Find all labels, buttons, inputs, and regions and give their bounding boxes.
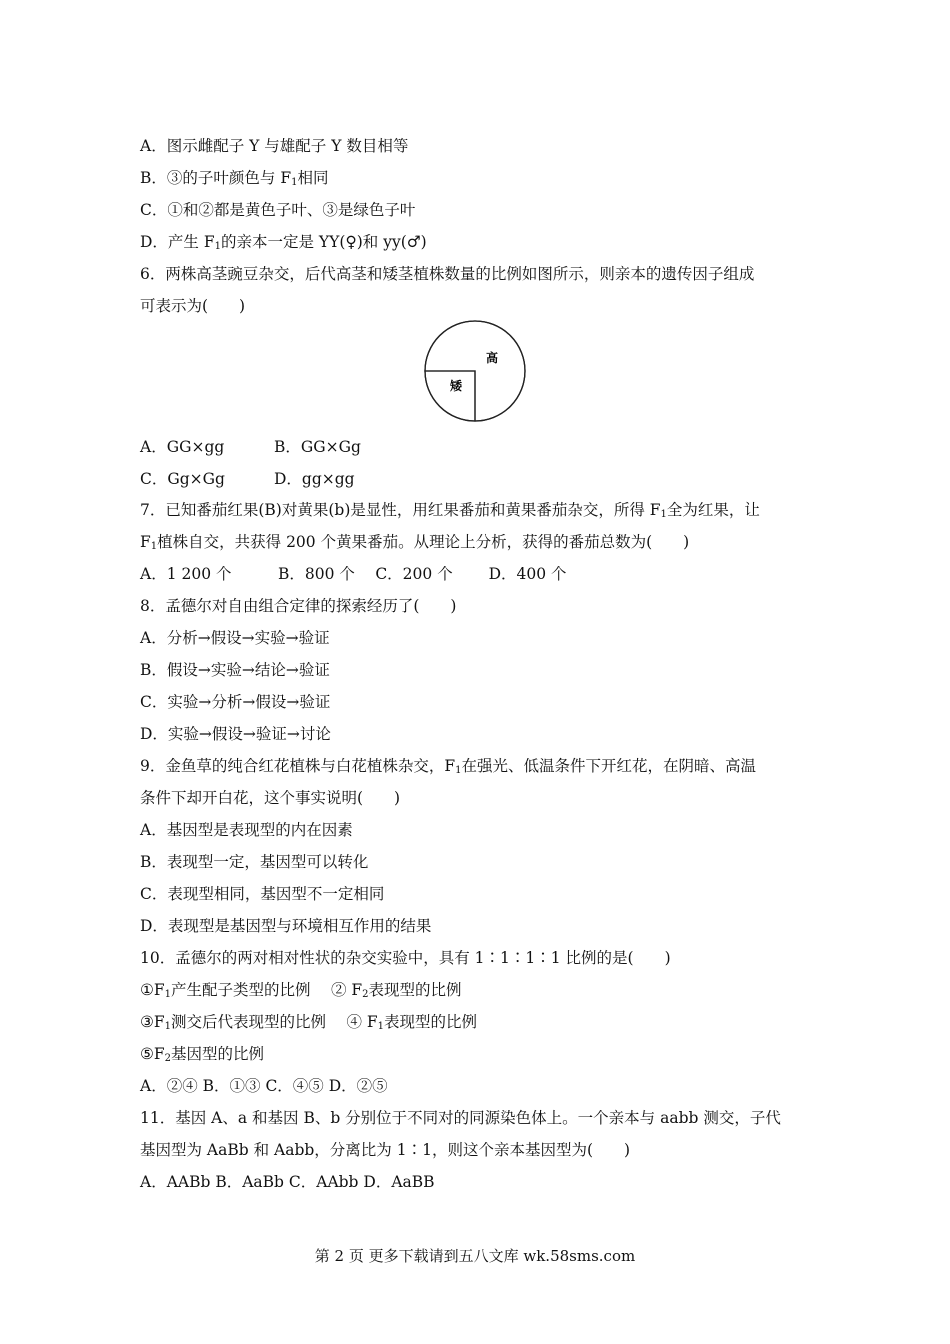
pie-label-short: 矮 (449, 379, 463, 393)
q10-items-3-4: $③F_1$测交后代表现型的比例 ④ $F_1$表现型的比例 (140, 1013, 478, 1032)
pie-chart (422, 318, 528, 424)
q8-option-d: D．实验→假设→验证→讨论 (140, 725, 331, 743)
q5-option-c: C．①和②都是黄色子叶、③是绿色子叶 (140, 201, 416, 219)
q7-stem-line2: $F_1$植株自交，共获得 200 个黄果番茄。从理论上分析，获得的番茄总数为( ) (140, 533, 690, 552)
q5-option-a: A．图示雌配子 Y 与雄配子 Y 数目相等 (140, 137, 409, 155)
q10-items-1-2: $①F_1$产生配子类型的比例 ② $F_2$表现型的比例 (140, 981, 462, 1000)
q5-option-b: B．③的子叶颜色与 $F_1$相同 (140, 169, 329, 188)
page-footer: 第 2 页 更多下载请到五八文库 wk.58sms.com (314, 1247, 636, 1265)
q10-options: A．②④ B．①③ C．④⑤ D．②⑤ (140, 1077, 388, 1095)
q9-option-a: A．基因型是表现型的内在因素 (140, 821, 353, 839)
q9-stem-line2: 条件下却开白花，这个事实说明( ) (140, 789, 401, 807)
q6-option-d: D．gg×gg (274, 470, 355, 488)
q8-option-c: C．实验→分析→假设→验证 (140, 693, 331, 711)
q6-stem-line2: 可表示为( ) (140, 297, 246, 315)
q10-stem: 10．孟德尔的两对相对性状的杂交实验中，具有 1∶1∶1∶1 比例的是( ) (140, 949, 671, 967)
q9-stem-line1: 9．金鱼草的纯合红花植株与白花植株杂交，$F_1$在强光、低温条件下开红花，在阴暗、高温 (140, 757, 757, 776)
q6-option-a: A．GG×gg (140, 438, 225, 456)
q6-options-row2 (140, 469, 355, 489)
q11-options: A．AABb B．AaBb C．AAbb D．AaBB (140, 1173, 435, 1191)
pie-label-tall: 高 (485, 351, 499, 365)
q7-stem-line1: 7．已知番茄红果(B)对黄果(b)是显性，用红果番茄和黄果番茄杂交，所得 $F_1$全为红果，让 (140, 501, 760, 520)
q6-option-b: B．GG×Gg (274, 438, 361, 456)
q6-options-row1 (140, 437, 361, 457)
q5-option-d: D．产生 $F_1$的亲本一定是 YY(♀)和 yy(♂) (140, 233, 427, 252)
q8-option-a: A．分析→假设→实验→验证 (140, 629, 330, 647)
q6-stem-line1: 6．两株高茎豌豆杂交，后代高茎和矮茎植株数量的比例如图所示，则亲本的遗传因子组成 (140, 265, 755, 283)
q8-option-b: B．假设→实验→结论→验证 (140, 661, 330, 679)
q7-options: A．1 200 个 B．800 个 C．200 个 D．400 个 (140, 565, 567, 583)
q9-option-c: C．表现型相同，基因型不一定相同 (140, 885, 385, 903)
q6-option-c: C．Gg×Gg (140, 470, 225, 488)
q8-stem: 8．孟德尔对自由组合定律的探索经历了( ) (140, 597, 457, 615)
q11-stem-line2: 基因型为 AaBb 和 Aabb，分离比为 1∶1，则这个亲本基因型为( ) (140, 1141, 631, 1159)
q10-item-5: $⑤F_2$基因型的比例 (140, 1045, 265, 1064)
q11-stem-line1: 11．基因 A、a 和基因 B、b 分别位于不同对的同源染色体上。一个亲本与 aabb 测交，子代 (140, 1109, 781, 1127)
q9-option-b: B．表现型一定，基因型可以转化 (140, 853, 369, 871)
q9-option-d: D．表现型是基因型与环境相互作用的结果 (140, 917, 432, 935)
